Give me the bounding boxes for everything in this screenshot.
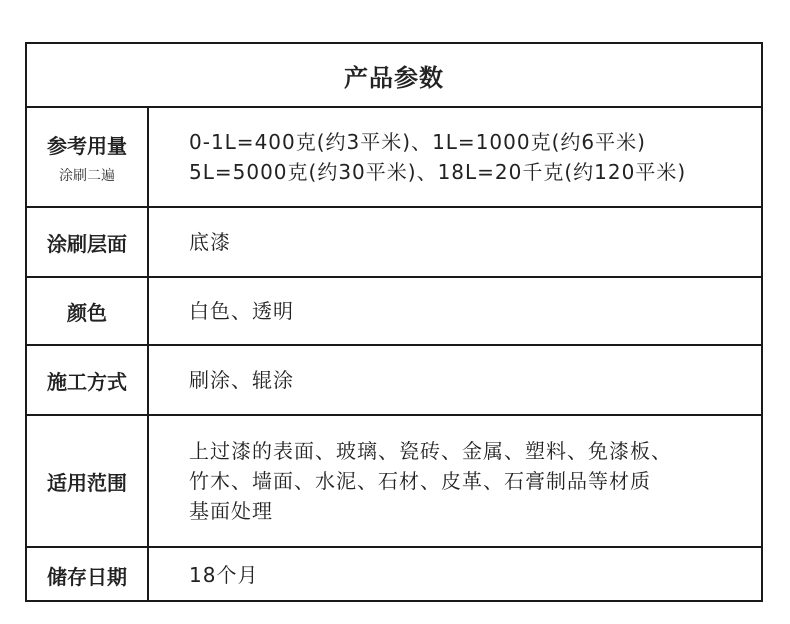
usage-label: 参考用量 [47,133,127,158]
value-line: 上过漆的表面、玻璃、瓷砖、金属、塑料、免漆板、 [189,439,672,463]
storage-label: 储存日期 [47,564,127,589]
row-label [27,278,149,344]
row-usage [27,108,761,208]
row-value [149,416,761,546]
value-line: 基面处理 [189,499,273,523]
usage-sublabel: 涂刷二遍 [59,167,115,184]
row-method [27,346,761,416]
row-label [27,416,149,546]
row-storage [27,548,761,602]
row-label [27,548,149,602]
method-label: 施工方式 [47,369,127,394]
layer-label: 涂刷层面 [47,231,127,256]
product-params-table [25,42,763,602]
value-line: 白色、透明 [189,299,294,323]
row-value [149,278,761,344]
row-label [27,108,149,206]
row-value [149,108,761,206]
row-layer [27,208,761,278]
row-value [149,346,761,414]
value-line: 5L=5000克(约30平米)、18L=20千克(约120平米) [189,160,687,184]
value-line: 刷涂、辊涂 [189,368,294,392]
value-line: 0-1L=400克(约3平米)、1L=1000克(约6平米) [189,130,646,154]
table-title: 产品参数 [27,44,761,108]
color-label: 颜色 [67,300,107,325]
row-label [27,208,149,276]
row-value [149,548,761,602]
scope-label: 适用范围 [47,470,127,495]
row-color [27,278,761,346]
value-line: 18个月 [189,563,259,587]
value-line: 底漆 [189,230,231,254]
row-value [149,208,761,276]
row-scope [27,416,761,548]
value-line: 竹木、墙面、水泥、石材、皮革、石膏制品等材质 [189,469,651,493]
row-label [27,346,149,414]
